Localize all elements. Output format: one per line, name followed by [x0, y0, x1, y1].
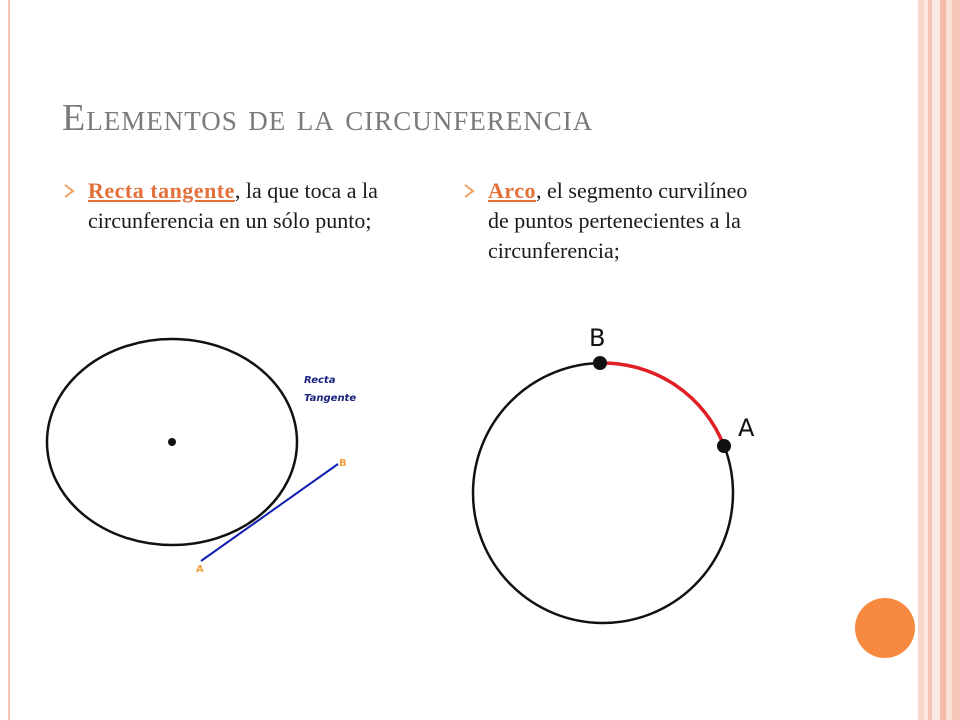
tangent-label-line1: Recta	[304, 375, 336, 386]
term-link[interactable]: Arco	[488, 178, 537, 203]
point-b-label: B	[339, 458, 347, 469]
arc-ab	[600, 363, 724, 446]
tangent-line	[201, 464, 338, 561]
point-a-label: A	[738, 414, 755, 442]
bullet-description: , la que toca a la circunferencia en un sólo punto;	[88, 178, 378, 233]
term-link[interactable]: Recta tangente	[88, 178, 235, 203]
bullet-description: , el segmento curvilíneo de puntos pertenecientes a la circunferencia;	[488, 178, 748, 263]
slide-title: Elementos de la circunferencia	[62, 97, 594, 139]
decorative-circle	[855, 598, 915, 658]
point-b-label: B	[589, 324, 606, 352]
point-a-label: A	[196, 564, 204, 575]
point-b	[593, 356, 607, 370]
tangent-label-line2: Tangente	[304, 393, 357, 404]
point-a	[717, 439, 731, 453]
center-point	[168, 438, 176, 446]
